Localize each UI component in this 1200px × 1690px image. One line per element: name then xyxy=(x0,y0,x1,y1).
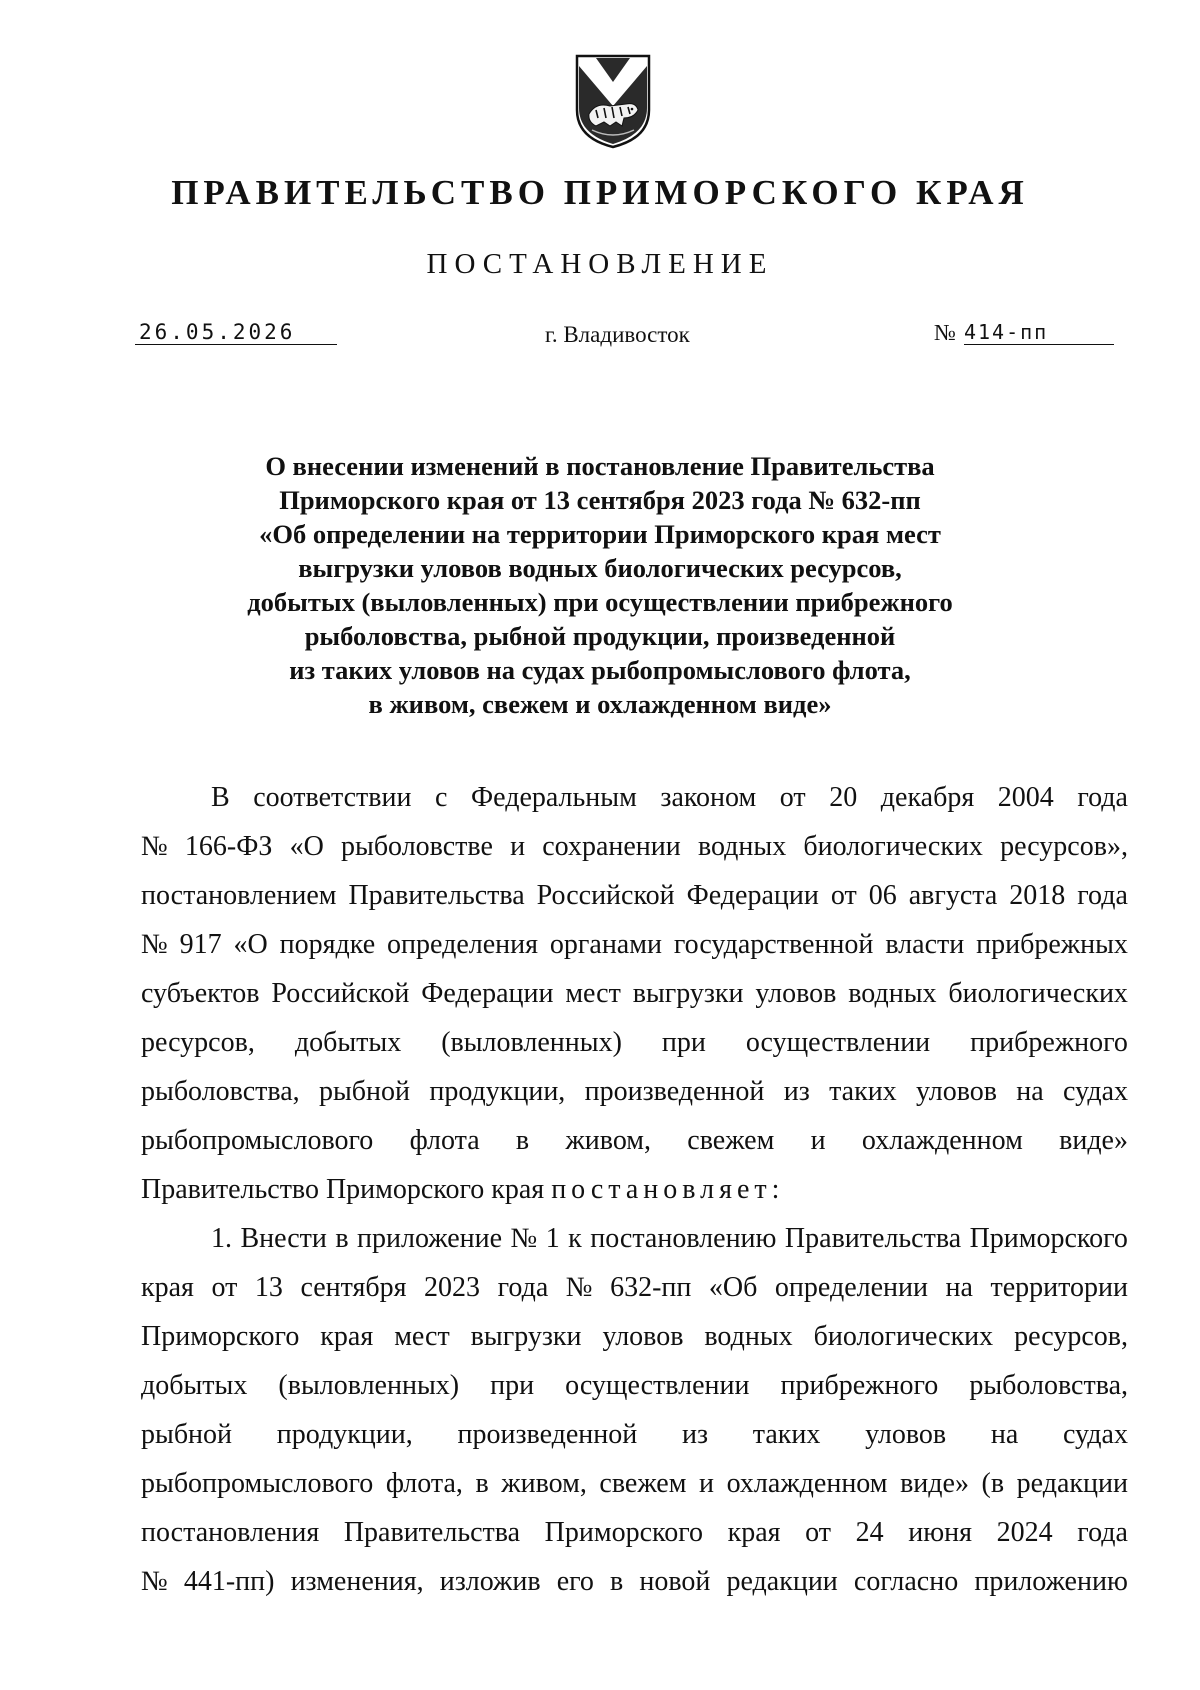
body-line: № 441-пп) изменения, изложив его в новой редакции согласно приложению xyxy=(141,1566,1128,1597)
subject-line: О внесении изменений в постановление Правительства xyxy=(265,451,935,481)
body-line: постановлением Правительства Российской Федерации от 06 августа 2018 года xyxy=(141,880,1128,911)
subject-line: добытых (выловленных) при осуществлении прибрежного xyxy=(247,587,953,617)
document-date: 26.05.2026 xyxy=(135,320,337,345)
number-value: 414-пп xyxy=(964,320,1114,345)
document-subject xyxy=(200,449,1000,721)
clause-1-paragraph xyxy=(141,1214,1128,1606)
document-body xyxy=(141,773,1128,1606)
government-title: ПРАВИТЕЛЬСТВО ПРИМОРСКОГО КРАЯ xyxy=(171,173,1029,212)
preamble-paragraph xyxy=(141,773,1128,1214)
coat-of-arms-emblem xyxy=(574,52,652,150)
body-line: добытых (выловленных) при осуществлении прибрежного рыболовства, xyxy=(141,1370,1128,1401)
preamble-closing xyxy=(141,1165,1128,1214)
document-type: ПОСТАНОВЛЕНИЕ xyxy=(426,248,774,280)
subject-line: рыболовства, рыбной продукции, произведенной xyxy=(304,621,896,651)
body-line: № 166-ФЗ «О рыболовстве и сохранении водных биологических ресурсов», xyxy=(141,831,1128,862)
document-number xyxy=(934,320,1114,345)
body-line: В соответствии с Федеральным законом от 20 декабря 2004 года xyxy=(211,782,1128,813)
closing-prefix: Правительство Приморского края xyxy=(141,1174,552,1205)
body-line: рыбной продукции, произведенной из таких уловов на судах xyxy=(141,1419,1128,1450)
body-line: ресурсов, добытых (выловленных) при осуществлении прибрежного xyxy=(141,1027,1128,1058)
body-line: № 917 «О порядке определения органами государственной власти прибрежных xyxy=(141,929,1128,960)
body-line: 1. Внести в приложение № 1 к постановлению Правительства Приморского xyxy=(211,1223,1128,1254)
body-line: постановления Правительства Приморского края от 24 июня 2024 года xyxy=(141,1517,1128,1548)
body-line: рыбопромыслового флота в живом, свежем и охлажденном виде» xyxy=(141,1125,1128,1156)
body-line: рыболовства, рыбной продукции, произведенной из таких уловов на судах xyxy=(141,1076,1128,1107)
body-line: рыбопромыслового флота, в живом, свежем и охлажденном виде» (в редакции xyxy=(141,1468,1128,1499)
document-place: г. Владивосток xyxy=(545,322,690,347)
subject-line: «Об определении на территории Приморского края мест xyxy=(259,519,941,549)
subject-line: выгрузки уловов водных биологических ресурсов, xyxy=(298,553,902,583)
subject-line: Приморского края от 13 сентября 2023 года № 632-пп xyxy=(279,485,921,515)
subject-line: из таких уловов на судах рыбопромыслового флота, xyxy=(289,655,911,685)
body-line: края от 13 сентября 2023 года № 632-пп «Об определении на территории xyxy=(141,1272,1128,1303)
body-line: субъектов Российской Федерации мест выгрузки уловов водных биологических xyxy=(141,978,1128,1009)
body-line: Приморского края мест выгрузки уловов водных биологических ресурсов, xyxy=(141,1321,1128,1352)
number-sign: № xyxy=(934,320,956,345)
closing-verb: постановляет: xyxy=(551,1174,785,1205)
subject-line: в живом, свежем и охлажденном виде» xyxy=(368,689,832,719)
